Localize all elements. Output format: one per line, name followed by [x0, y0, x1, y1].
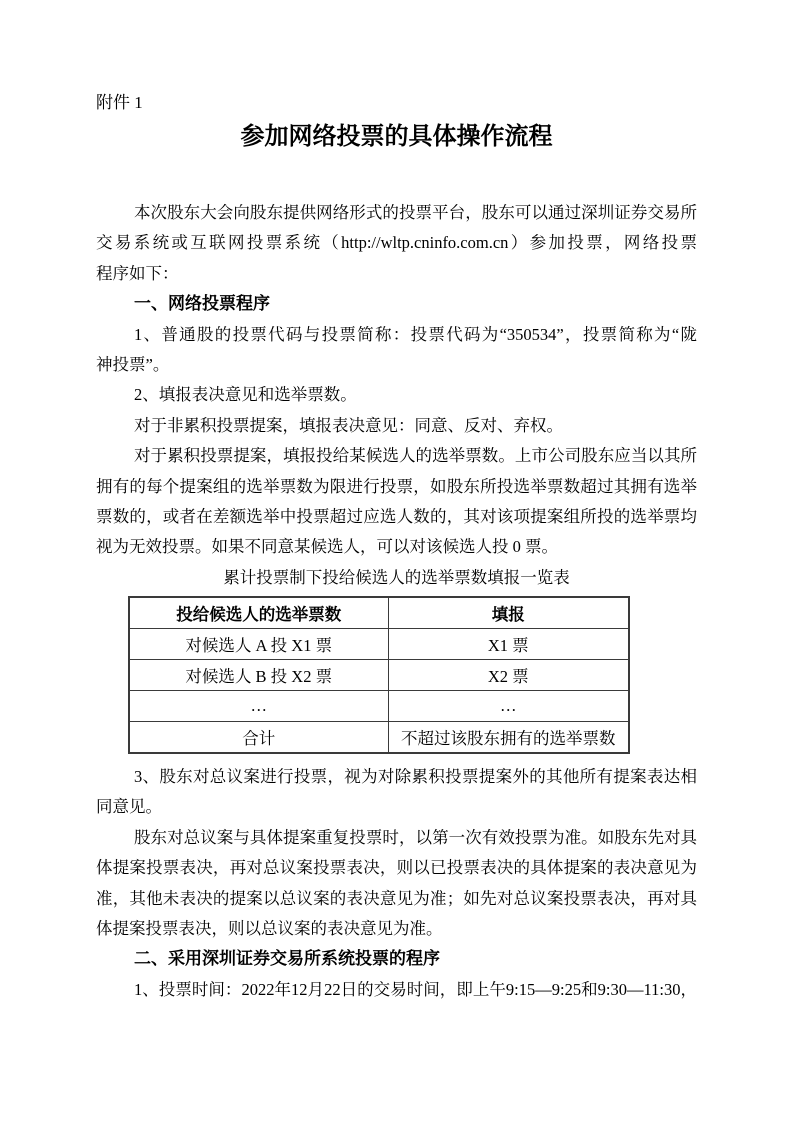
section1-heading: 一、网络投票程序	[134, 294, 270, 314]
paragraph-line: 准，其他未表决的提案以总议案的表决意见为准；如先对总议案投票表决，再对具	[96, 888, 697, 908]
table-cell: X2 票	[388, 660, 629, 691]
paragraph-line: 3、股东对总议案进行投票，视为对除累积投票提案外的其他所有提案表达相	[134, 767, 697, 787]
table-cell: 对候选人 A 投 X1 票	[129, 629, 388, 660]
table-row	[129, 629, 629, 660]
intro-line: 本次股东大会向股东提供网络形式的投票平台，股东可以通过深圳证券交易所	[134, 203, 697, 222]
table-cell: 不超过该股东拥有的选举票数	[388, 722, 629, 754]
table-header-cell: 投给候选人的选举票数	[129, 597, 388, 629]
table-cell: …	[388, 691, 629, 722]
paragraph-line: 1、投票时间：2022年12月22日的交易时间，即上午9:15—9:25和9:30—11:30，	[134, 979, 697, 999]
table-row	[129, 722, 629, 754]
section2-heading: 二、采用深圳证券交易所系统投票的程序	[134, 949, 440, 969]
table-caption: 累计投票制下投给候选人的选举票数填报一览表	[223, 567, 570, 587]
table-cell: 合计	[129, 722, 388, 754]
page-title: 参加网络投票的具体操作流程	[240, 124, 553, 150]
paragraph-line: 拥有的每个提案组的选举票数为限进行投票，如股东所投选举票数超过其拥有选举	[96, 476, 697, 496]
intro-line: 交易系统或互联网投票系统（http://wltp.cninfo.com.cn）参加投票，网络投票	[96, 233, 697, 253]
paragraph-line: 体提案投票表决，则以总议案的表决意见为准。	[96, 919, 443, 939]
table-cell: X1 票	[388, 629, 629, 660]
paragraph-line: 2、填报表决意见和选举票数。	[134, 385, 357, 405]
table-header-row	[129, 597, 629, 629]
table-row	[129, 691, 629, 722]
paragraph-line: 对于累积投票提案，填报投给某候选人的选举票数。上市公司股东应当以其所	[134, 446, 697, 466]
table-cell: 对候选人 B 投 X2 票	[129, 660, 388, 691]
paragraph-line: 票数的，或者在差额选举中投票超过应选人数的，其对该项提案组所投的选举票均	[96, 506, 697, 526]
paragraph-line: 视为无效投票。如果不同意某候选人，可以对该候选人投 0 票。	[96, 537, 558, 557]
table-cell: …	[129, 691, 388, 722]
table-row	[129, 660, 629, 691]
document-content	[96, 0, 697, 1005]
table-header-cell: 填报	[388, 597, 629, 629]
paragraph-line: 同意见。	[96, 797, 162, 817]
attachment-label: 附件 1	[96, 93, 143, 112]
paragraph-line: 对于非累积投票提案，填报表决意见：同意、反对、弃权。	[134, 415, 563, 435]
paragraph-line: 神投票”。	[96, 354, 170, 374]
paragraph-line: 股东对总议案与具体提案重复投票时，以第一次有效投票为准。如股东先对具	[134, 827, 697, 847]
intro-line: 程序如下：	[96, 263, 179, 283]
votes-table	[128, 596, 630, 754]
paragraph-line: 体提案投票表决，再对总议案投票表决，则以已投票表决的具体提案的表决意见为	[96, 858, 697, 878]
paragraph-line: 1、普通股的投票代码与投票简称：投票代码为“350534”，投票简称为“陇	[134, 324, 697, 344]
